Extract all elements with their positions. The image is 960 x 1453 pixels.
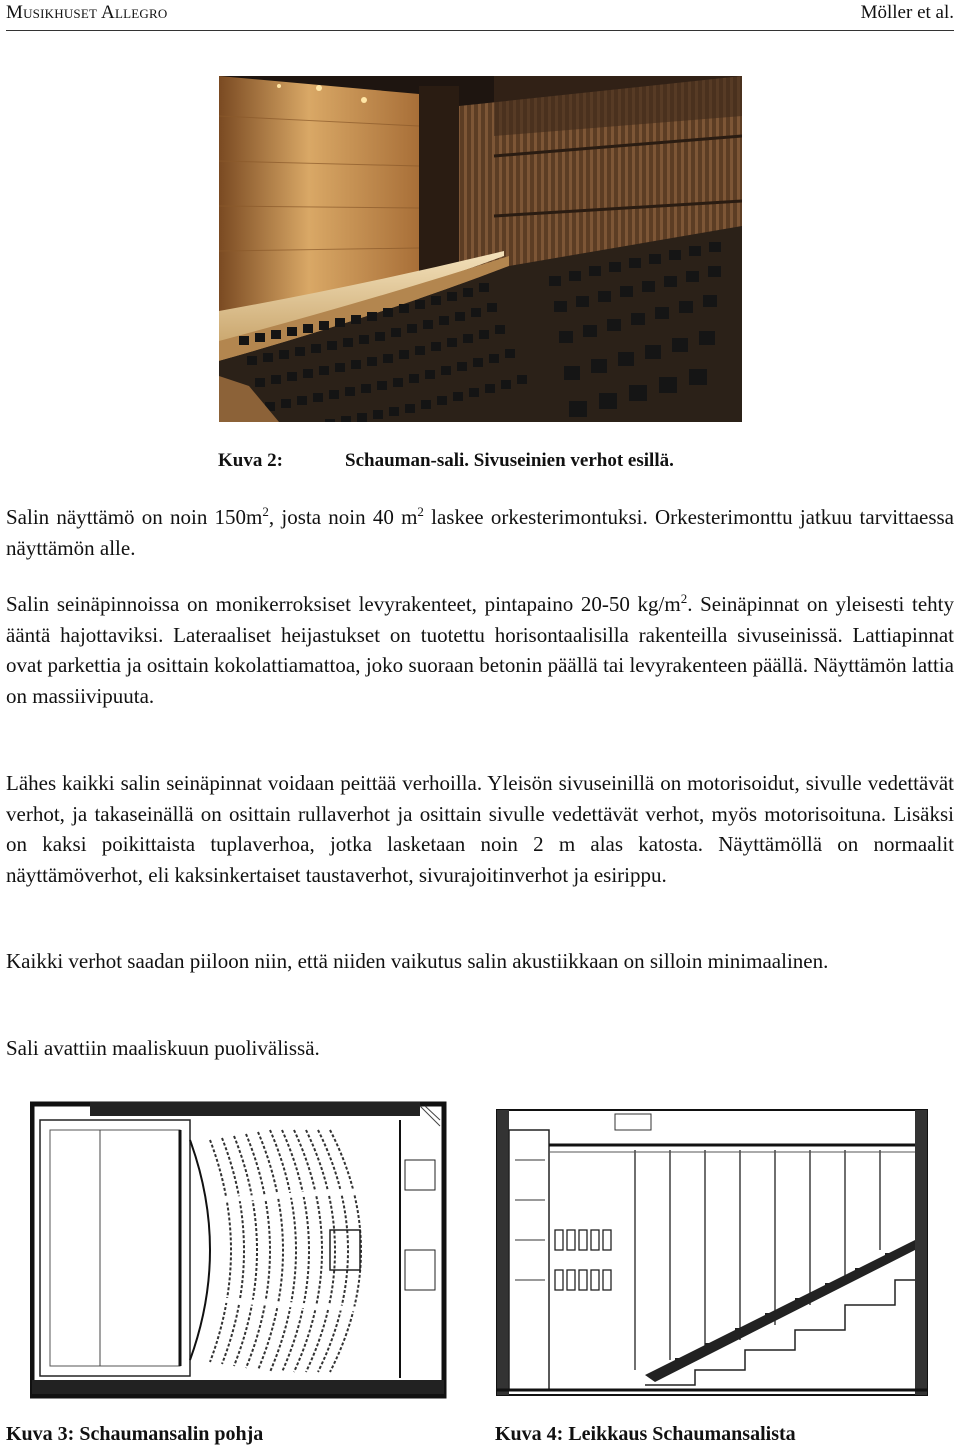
figure-3-caption: Kuva 3: Schaumansalin pohja [6,1423,264,1445]
paragraph-opening: Sali avattiin maaliskuun puolivälissä. [6,1036,320,1060]
paragraph-walls: Salin seinäpinnoissa on monikerroksiset levyrakenteet, pintapaino 20-50 $kg/m^2$. Seinäpinnat on yleisesti tehty ääntä hajottaviksi. Lateraaliset heijastukset on tuotettu horisontaalisilla rakenteilla sivuseinissä. Lattiapinnat ovat parkettia ja osittain kokolattiamattoa, joko suoraan betonin päällä tai levyrakenteen päällä. Näyttämön lattia on massiivipuuta. [6,591,954,708]
header-authors: Möller et al. [860,2,954,23]
figure-2-label: Kuva 2: [218,450,283,471]
paragraph-hidden-curtains: Kaikki verhot saadan piiloon niin, että niiden vaikutus salin akustiikkaan on silloin minimaalinen. [6,949,829,973]
paragraph-stage: Salin näyttämö on noin $150m^2$, josta noin 40 $m^2$ laskee orkesterimontuksi. Orkesterimonttu jatkuu tarvittaessa näyttämön alle. [6,504,954,560]
concert-hall-photo [219,76,742,422]
paragraph-curtains: Lähes kaikki salin seinäpinnat voidaan peittää verhoilla. Yleisön sivuseinillä on motorisoidut, sivulle vedettävät verhot, ja takaseinällä on osittain rullaverhot ja osittain sivulle vedettävät verhot, myös motorisoituna. Lisäksi on kaksi poikittaista tuplaverhoa, jotka lasketaan noin 2 m alas katosta. Näyttämöllä on normaalit näyttämöverhot, eli kaksinkertaiset taustaverhot, sivurajoitinverhot ja esirippu. [6,771,954,887]
section-drawing [495,1100,955,1400]
running-header [6,0,954,31]
figure-4-caption: Kuva 4: Leikkaus Schaumansalista [495,1423,796,1445]
floor-plan-drawing [30,1100,448,1400]
header-title: Musikhuset Allegro [6,2,168,23]
figure-2-caption: Schauman-sali. Sivuseinien verhot esillä. [345,450,674,471]
